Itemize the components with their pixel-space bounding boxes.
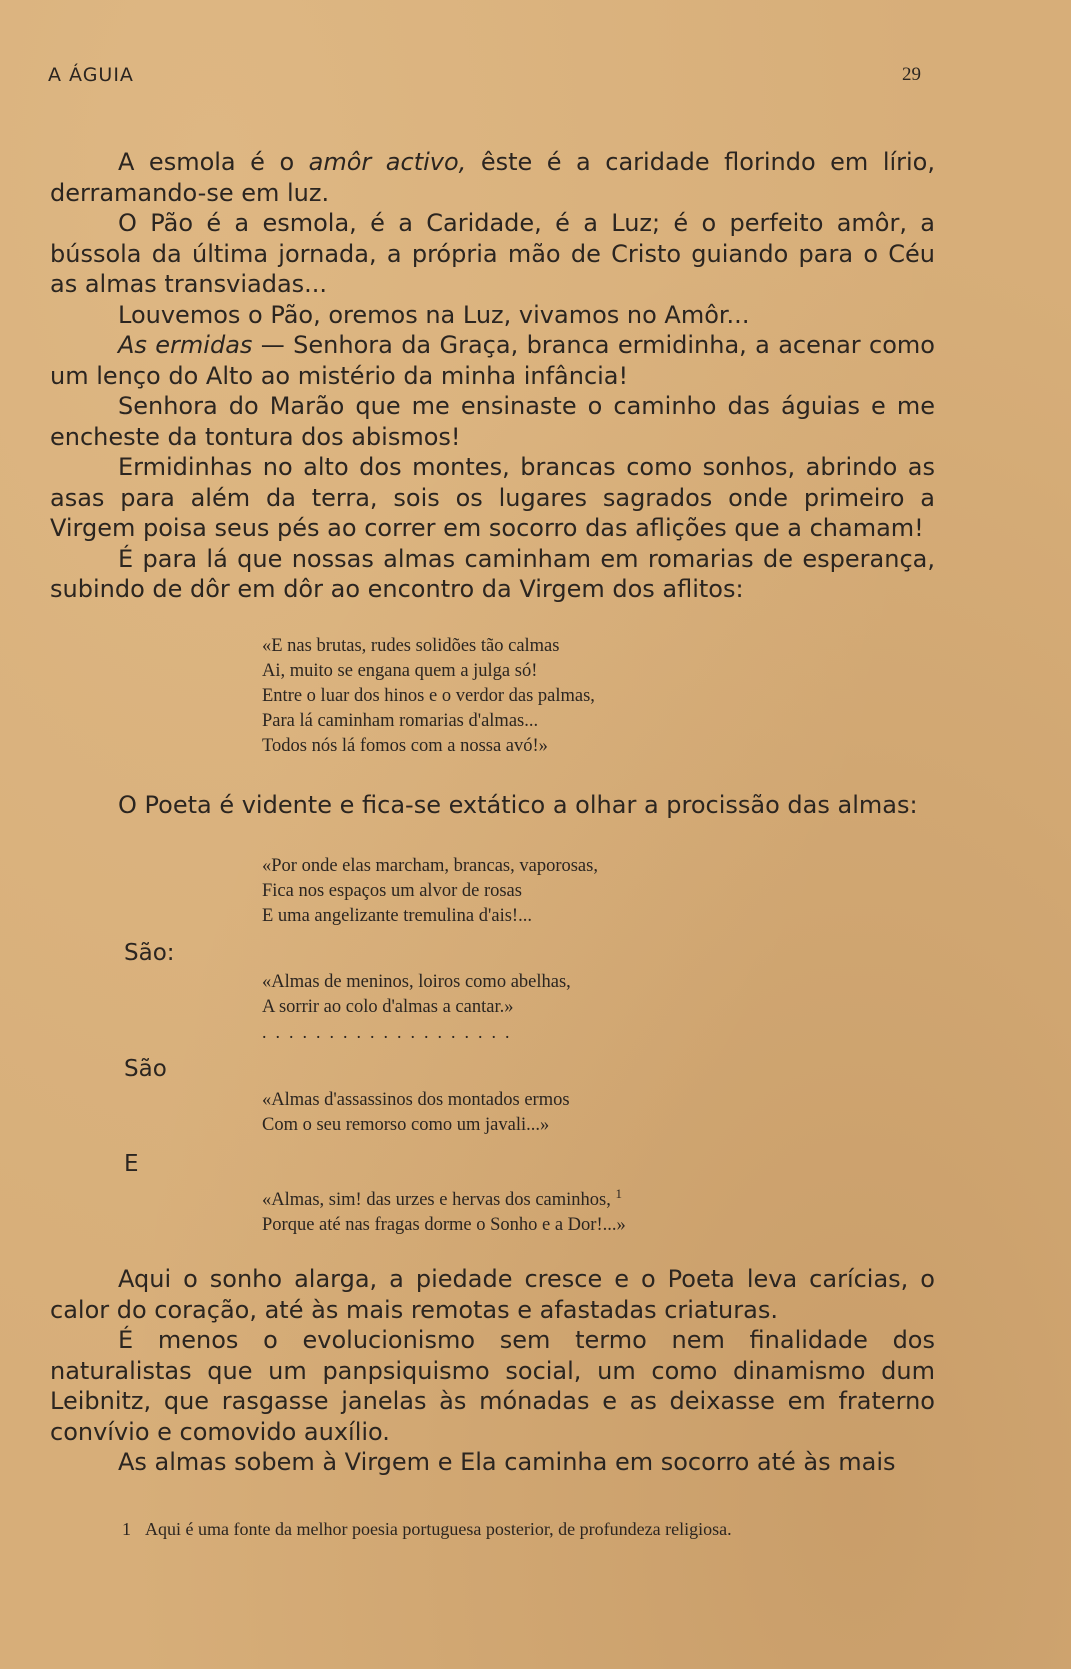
verse-line: Com o seu remorso como um javali...» <box>262 1115 550 1135</box>
paragraph: Aqui o sonho alarga, a piedade cresce e o Poeta leva carícias, o calor do coração, até às mais remotas e afastadas criaturas. <box>50 1265 935 1324</box>
paragraph: É para lá que nossas almas caminham em romarias de esperança, subindo de dôr em dôr ao encontro da Virgem dos aflitos: <box>50 544 935 603</box>
paragraph: O Pão é a esmola, é a Caridade, é a Luz; é o perfeito amôr, a bússola da última jornada, a própria mão de Cristo guiando para o Céu as almas transviadas... <box>50 209 935 298</box>
verse-line: «Por onde elas marcham, brancas, vaporosas, <box>262 856 598 876</box>
verse-stanza <box>262 854 598 929</box>
verse-line: Fica nos espaços um alvor de rosas <box>262 881 522 901</box>
verse-line: E uma angelizante tremulina d'ais!... <box>262 906 532 926</box>
footnote <box>122 1519 732 1540</box>
text-block-top <box>50 147 935 605</box>
verse-line: «Almas d'assassinos dos montados ermos <box>262 1090 570 1110</box>
italic-text: amôr activo, <box>308 148 467 176</box>
verse-stanza <box>262 1088 570 1138</box>
ellipsis-separator: ................... <box>262 1022 519 1042</box>
paragraph: O Poeta é vidente e fica-se extático a olhar a procissão das almas: <box>118 791 918 819</box>
journal-title: A ÁGUIA <box>48 64 134 86</box>
footnote-mark: 1 <box>615 1186 622 1201</box>
verse-line: Porque até nas fragas dorme o Sonho e a Dor!...» <box>262 1215 626 1236</box>
paragraph-text: — Senhora da Graça, branca ermidinha, a acenar como um lenço do Alto ao mistério da minha infância! <box>50 331 935 390</box>
paragraph: Senhora do Marão que me ensinaste o caminho das águias e me encheste da tontura dos abismos! <box>50 392 935 451</box>
label-sao: São: <box>124 940 175 966</box>
page-number: 29 <box>902 64 921 85</box>
paragraph: As almas sobem à Virgem e Ela caminha em socorro até às mais <box>118 1448 896 1476</box>
verse-line: Entre o luar dos hinos e o verdor das palmas, <box>262 686 595 706</box>
verse-line: «E nas brutas, rudes solidões tão calmas <box>262 636 560 656</box>
paragraph-text: êste é a caridade florindo em lírio, derramando-se em luz. <box>50 148 935 207</box>
verse-line: Para lá caminham romarias d'almas... <box>262 711 539 731</box>
paragraph <box>50 330 935 391</box>
text-block-bottom <box>50 1264 935 1478</box>
footnote-text: Aqui é uma fonte da melhor poesia portuguesa posterior, de profundeza religiosa. <box>145 1519 732 1539</box>
verse-line: Todos nós lá fomos com a nossa avó!» <box>262 736 548 756</box>
label-sao: São <box>124 1056 167 1082</box>
paragraph: Ermidinhas no alto dos montes, brancas como sonhos, abrindo as asas para além da terra, sois os lugares sagrados onde primeiro a Virgem poisa seus pés ao correr em socorro das aflições que a chamam! <box>50 453 935 542</box>
section-heading-italic: As ermidas <box>118 331 253 359</box>
verse-stanza <box>262 634 595 759</box>
label-e: E <box>124 1151 139 1177</box>
paragraph: É menos o evolucionismo sem termo nem finalidade dos naturalistas que um panpsiquismo social, um como dinamismo dum Leibnitz, que rasgasse janelas às mónadas e as deixasse em fraterno convívio e comovido auxílio. <box>50 1326 935 1446</box>
running-header <box>48 64 921 90</box>
footnote-number: 1 <box>122 1519 131 1539</box>
paragraph: Louvemos o Pão, oremos na Luz, vivamos no Amôr... <box>118 300 750 329</box>
verse-stanza <box>262 970 571 1020</box>
paragraph-text: A esmola é o <box>118 148 309 176</box>
text-line-poet <box>50 790 935 821</box>
paragraph <box>50 147 935 208</box>
verse-line: «Almas de meninos, loiros como abelhas, <box>262 972 571 992</box>
verse-stanza <box>262 1181 626 1238</box>
verse-line <box>262 1181 626 1213</box>
verse-line: Ai, muito se engana quem a julga só! <box>262 661 538 681</box>
verse-text: «Almas, sim! das urzes e hervas dos caminhos, <box>262 1190 611 1211</box>
verse-line: A sorrir ao colo d'almas a cantar.» <box>262 997 514 1017</box>
